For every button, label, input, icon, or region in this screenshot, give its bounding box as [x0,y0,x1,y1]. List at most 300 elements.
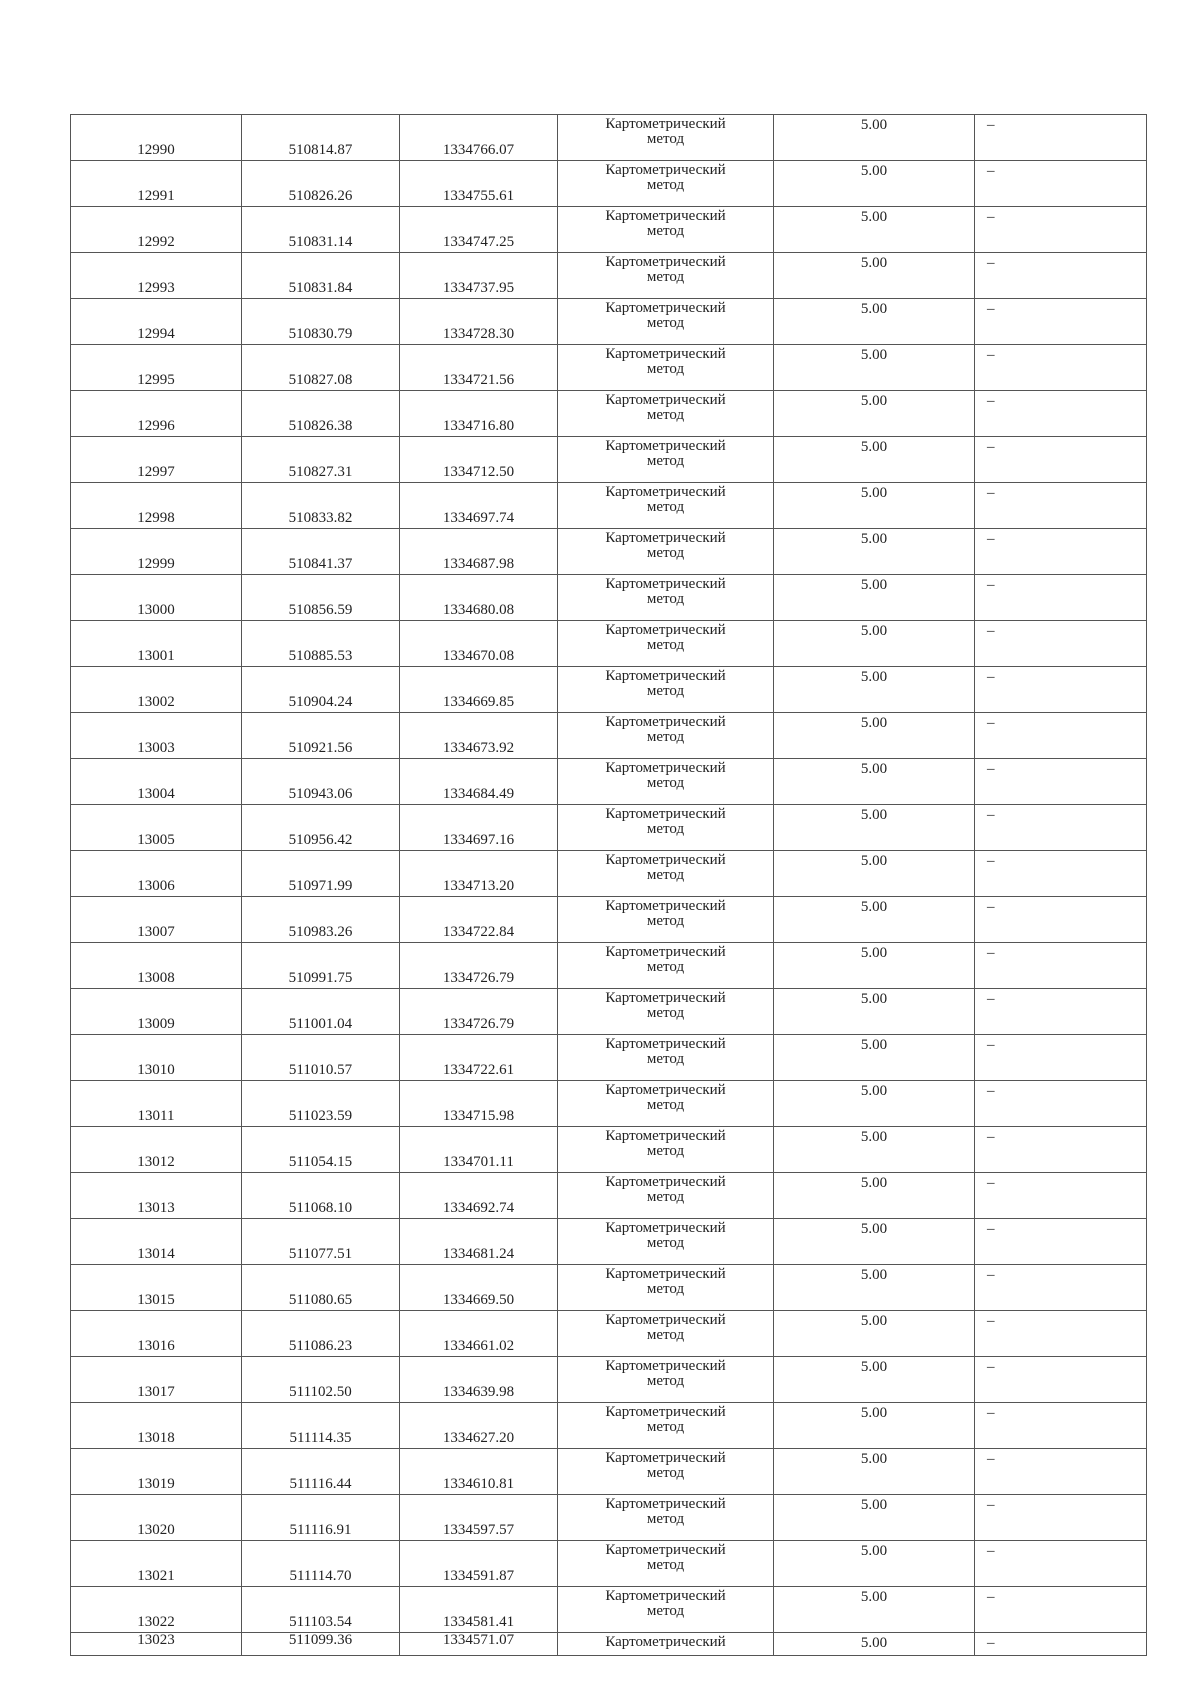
method-line1: Картометрический [605,1404,726,1420]
description-cell: – [975,483,1147,529]
description-cell: – [975,345,1147,391]
accuracy-cell: 5.00 [774,1449,975,1495]
table-row [71,1541,1147,1587]
description-cell: – [975,529,1147,575]
accuracy-cell: 5.00 [774,345,975,391]
method-line2: метод [646,407,685,423]
table-row [71,1633,1147,1656]
method-line1: Картометрический [605,990,726,1006]
table-row [71,391,1147,437]
y-coordinate-cell: 1334721.56 [400,345,558,391]
point-number-cell: 12997 [71,437,242,483]
table-row [71,621,1147,667]
method-line1: Картометрический [605,806,726,822]
table-row [71,345,1147,391]
method-line1: Картометрический [605,254,726,270]
method-cell [558,575,774,621]
accuracy-cell: 5.00 [774,1541,975,1587]
method-line1: Картометрический [605,1036,726,1052]
point-number-cell: 12993 [71,253,242,299]
method-cell [558,1219,774,1265]
y-coordinate-cell: 1334728.30 [400,299,558,345]
x-coordinate-cell: 510830.79 [242,299,400,345]
method-line1: Картометрический [605,208,726,224]
y-coordinate-cell: 1334737.95 [400,253,558,299]
y-coordinate-cell: 1334726.79 [400,943,558,989]
x-coordinate-cell: 510831.14 [242,207,400,253]
coordinates-table [70,114,1147,1656]
method-cell [558,1035,774,1081]
point-number-cell: 13005 [71,805,242,851]
method-line2: метод [646,1557,685,1573]
table-row [71,1495,1147,1541]
method-cell [558,1403,774,1449]
description-cell: – [975,1633,1147,1656]
method-cell [558,437,774,483]
method-cell [558,897,774,943]
method-line2: метод [646,821,685,837]
y-coordinate-cell: 1334726.79 [400,989,558,1035]
method-line2: метод [646,1465,685,1481]
method-cell [558,345,774,391]
table-row [71,1449,1147,1495]
point-number-cell: 13011 [71,1081,242,1127]
table-row [71,253,1147,299]
method-line2: метод [646,637,685,653]
accuracy-cell: 5.00 [774,1219,975,1265]
method-line1: Картометрический [605,1450,726,1466]
method-line1: Картометрический [605,162,726,178]
accuracy-cell: 5.00 [774,1173,975,1219]
method-line2: метод [646,1143,685,1159]
y-coordinate-cell: 1334697.74 [400,483,558,529]
method-cell [558,989,774,1035]
method-line1: Картометрический [605,1542,726,1558]
accuracy-cell: 5.00 [774,529,975,575]
method-cell [558,1449,774,1495]
accuracy-cell: 5.00 [774,391,975,437]
description-cell: – [975,1357,1147,1403]
method-line2: метод [646,499,685,515]
description-cell: – [975,759,1147,805]
y-coordinate-cell: 1334639.98 [400,1357,558,1403]
description-cell: – [975,1081,1147,1127]
accuracy-cell: 5.00 [774,1081,975,1127]
description-cell: – [975,1587,1147,1633]
y-coordinate-cell: 1334680.08 [400,575,558,621]
description-cell: – [975,1495,1147,1541]
method-cell [558,1541,774,1587]
x-coordinate-cell: 510841.37 [242,529,400,575]
x-coordinate-cell: 511068.10 [242,1173,400,1219]
point-number-cell: 13014 [71,1219,242,1265]
method-cell [558,713,774,759]
method-line2: метод [646,545,685,561]
y-coordinate-cell: 1334722.84 [400,897,558,943]
point-number-cell: 13003 [71,713,242,759]
accuracy-cell: 5.00 [774,805,975,851]
method-line1: Картометрический [605,944,726,960]
y-coordinate-cell: 1334591.87 [400,1541,558,1587]
accuracy-cell: 5.00 [774,1403,975,1449]
x-coordinate-cell: 510956.42 [242,805,400,851]
x-coordinate-cell: 510885.53 [242,621,400,667]
description-cell: – [975,1541,1147,1587]
table-row [71,1311,1147,1357]
method-line1: Картометрический [605,438,726,454]
method-cell [558,1265,774,1311]
accuracy-cell: 5.00 [774,115,975,161]
method-line2: метод [646,1327,685,1343]
x-coordinate-cell: 510983.26 [242,897,400,943]
description-cell: – [975,437,1147,483]
method-line2: метод [646,453,685,469]
method-line1: Картометрический [605,576,726,592]
method-line2: метод [646,1511,685,1527]
method-line1: Картометрический [605,1128,726,1144]
description-cell: – [975,1127,1147,1173]
accuracy-cell: 5.00 [774,299,975,345]
x-coordinate-cell: 511116.91 [242,1495,400,1541]
x-coordinate-cell: 510971.99 [242,851,400,897]
method-line1: Картометрический [605,1312,726,1328]
point-number-cell: 13004 [71,759,242,805]
description-cell: – [975,621,1147,667]
description-cell: – [975,1173,1147,1219]
description-cell: – [975,161,1147,207]
x-coordinate-cell: 510814.87 [242,115,400,161]
method-cell [558,529,774,575]
description-cell: – [975,1219,1147,1265]
method-line2: метод [646,1051,685,1067]
description-cell: – [975,943,1147,989]
x-coordinate-cell: 510921.56 [242,713,400,759]
table-row [71,115,1147,161]
y-coordinate-cell: 1334670.08 [400,621,558,667]
accuracy-cell: 5.00 [774,161,975,207]
table-row [71,1219,1147,1265]
accuracy-cell: 5.00 [774,851,975,897]
x-coordinate-cell: 511077.51 [242,1219,400,1265]
x-coordinate-cell: 511080.65 [242,1265,400,1311]
accuracy-cell: 5.00 [774,621,975,667]
accuracy-cell: 5.00 [774,437,975,483]
table-row [71,1265,1147,1311]
table-row [71,667,1147,713]
method-line2: метод [646,1235,685,1251]
method-cell [558,1633,774,1656]
accuracy-cell: 5.00 [774,713,975,759]
point-number-cell: 12999 [71,529,242,575]
method-line1: Картометрический [605,1634,726,1650]
point-number-cell: 13019 [71,1449,242,1495]
description-cell: – [975,207,1147,253]
x-coordinate-cell: 511086.23 [242,1311,400,1357]
point-number-cell: 12995 [71,345,242,391]
x-coordinate-cell: 510827.31 [242,437,400,483]
accuracy-cell: 5.00 [774,989,975,1035]
point-number-cell: 13012 [71,1127,242,1173]
coordinates-table-body [71,115,1147,1656]
accuracy-cell: 5.00 [774,759,975,805]
method-line1: Картометрический [605,1174,726,1190]
y-coordinate-cell: 1334712.50 [400,437,558,483]
point-number-cell: 13021 [71,1541,242,1587]
table-row [71,1081,1147,1127]
accuracy-cell: 5.00 [774,897,975,943]
x-coordinate-cell: 511114.70 [242,1541,400,1587]
point-number-cell: 13009 [71,989,242,1035]
description-cell: – [975,115,1147,161]
description-cell: – [975,299,1147,345]
accuracy-cell: 5.00 [774,253,975,299]
point-number-cell: 13000 [71,575,242,621]
method-line2: метод [646,1373,685,1389]
point-number-cell: 12998 [71,483,242,529]
table-row [71,1173,1147,1219]
x-coordinate-cell: 510904.24 [242,667,400,713]
x-coordinate-cell: 510991.75 [242,943,400,989]
point-number-cell: 13006 [71,851,242,897]
y-coordinate-cell: 1334716.80 [400,391,558,437]
table-row [71,943,1147,989]
y-coordinate-cell: 1334597.57 [400,1495,558,1541]
method-line1: Картометрический [605,392,726,408]
table-row [71,437,1147,483]
method-cell [558,483,774,529]
table-row [71,207,1147,253]
x-coordinate-cell: 510826.38 [242,391,400,437]
y-coordinate-cell: 1334722.61 [400,1035,558,1081]
table-row [71,805,1147,851]
method-cell [558,759,774,805]
description-cell: – [975,667,1147,713]
method-line1: Картометрический [605,1220,726,1236]
y-coordinate-cell: 1334627.20 [400,1403,558,1449]
y-coordinate-cell: 1334692.74 [400,1173,558,1219]
x-coordinate-cell: 510833.82 [242,483,400,529]
table-row [71,1127,1147,1173]
method-line1: Картометрический [605,484,726,500]
table-row [71,161,1147,207]
method-line2: метод [646,1419,685,1435]
method-line1: Картометрический [605,530,726,546]
y-coordinate-cell: 1334766.07 [400,115,558,161]
accuracy-cell: 5.00 [774,1265,975,1311]
point-number-cell: 13002 [71,667,242,713]
method-line1: Картометрический [605,1266,726,1282]
description-cell: – [975,575,1147,621]
point-number-cell: 13023 [71,1633,242,1656]
accuracy-cell: 5.00 [774,1127,975,1173]
point-number-cell: 12996 [71,391,242,437]
point-number-cell: 13008 [71,943,242,989]
table-row [71,713,1147,759]
method-line1: Картометрический [605,668,726,684]
method-cell [558,299,774,345]
method-line1: Картометрический [605,346,726,362]
method-line2: метод [646,1005,685,1021]
y-coordinate-cell: 1334669.50 [400,1265,558,1311]
method-line2: метод [646,591,685,607]
description-cell: – [975,989,1147,1035]
point-number-cell: 13020 [71,1495,242,1541]
x-coordinate-cell: 511054.15 [242,1127,400,1173]
method-line2: метод [646,683,685,699]
method-cell [558,1127,774,1173]
x-coordinate-cell: 511102.50 [242,1357,400,1403]
method-cell [558,391,774,437]
accuracy-cell: 5.00 [774,1587,975,1633]
point-number-cell: 12990 [71,115,242,161]
method-line1: Картометрический [605,852,726,868]
x-coordinate-cell: 510856.59 [242,575,400,621]
method-line1: Картометрический [605,1358,726,1374]
point-number-cell: 13007 [71,897,242,943]
method-line1: Картометрический [605,714,726,730]
accuracy-cell: 5.00 [774,1035,975,1081]
y-coordinate-cell: 1334697.16 [400,805,558,851]
method-line1: Картометрический [605,622,726,638]
method-line2: метод [646,775,685,791]
accuracy-cell: 5.00 [774,575,975,621]
table-row [71,851,1147,897]
method-cell [558,253,774,299]
y-coordinate-cell: 1334684.49 [400,759,558,805]
method-line2: метод [646,913,685,929]
y-coordinate-cell: 1334681.24 [400,1219,558,1265]
accuracy-cell: 5.00 [774,483,975,529]
x-coordinate-cell: 511116.44 [242,1449,400,1495]
table-row [71,299,1147,345]
point-number-cell: 13016 [71,1311,242,1357]
method-cell [558,161,774,207]
method-line1: Картометрический [605,760,726,776]
table-row [71,575,1147,621]
description-cell: – [975,1403,1147,1449]
accuracy-cell: 5.00 [774,943,975,989]
description-cell: – [975,805,1147,851]
description-cell: – [975,1449,1147,1495]
method-line2: метод [646,1281,685,1297]
method-cell [558,943,774,989]
method-cell [558,1495,774,1541]
x-coordinate-cell: 510943.06 [242,759,400,805]
table-row [71,1035,1147,1081]
point-number-cell: 12992 [71,207,242,253]
table-row [71,529,1147,575]
method-line2: метод [646,729,685,745]
x-coordinate-cell: 510831.84 [242,253,400,299]
method-cell [558,1081,774,1127]
method-line2: метод [646,131,685,147]
description-cell: – [975,1035,1147,1081]
method-cell [558,805,774,851]
y-coordinate-cell: 1334755.61 [400,161,558,207]
x-coordinate-cell: 511023.59 [242,1081,400,1127]
method-cell [558,1173,774,1219]
y-coordinate-cell: 1334581.41 [400,1587,558,1633]
y-coordinate-cell: 1334747.25 [400,207,558,253]
description-cell: – [975,391,1147,437]
x-coordinate-cell: 511103.54 [242,1587,400,1633]
y-coordinate-cell: 1334661.02 [400,1311,558,1357]
method-cell [558,115,774,161]
method-line2: метод [646,315,685,331]
accuracy-cell: 5.00 [774,667,975,713]
point-number-cell: 13001 [71,621,242,667]
method-cell [558,1587,774,1633]
point-number-cell: 13013 [71,1173,242,1219]
y-coordinate-cell: 1334673.92 [400,713,558,759]
y-coordinate-cell: 1334713.20 [400,851,558,897]
point-number-cell: 12991 [71,161,242,207]
table-row [71,1403,1147,1449]
method-line2: метод [646,959,685,975]
x-coordinate-cell: 510827.08 [242,345,400,391]
method-line1: Картометрический [605,1588,726,1604]
accuracy-cell: 5.00 [774,207,975,253]
table-row [71,989,1147,1035]
table-row [71,1357,1147,1403]
method-cell [558,1311,774,1357]
x-coordinate-cell: 510826.26 [242,161,400,207]
method-cell [558,621,774,667]
description-cell: – [975,1265,1147,1311]
x-coordinate-cell: 511114.35 [242,1403,400,1449]
table-row [71,759,1147,805]
y-coordinate-cell: 1334669.85 [400,667,558,713]
method-line1: Картометрический [605,1082,726,1098]
method-line1: Картометрический [605,116,726,132]
point-number-cell: 13017 [71,1357,242,1403]
method-line2: метод [646,867,685,883]
point-number-cell: 12994 [71,299,242,345]
method-line2: метод [646,361,685,377]
description-cell: – [975,1311,1147,1357]
accuracy-cell: 5.00 [774,1311,975,1357]
accuracy-cell: 5.00 [774,1495,975,1541]
description-cell: – [975,253,1147,299]
description-cell: – [975,851,1147,897]
x-coordinate-cell: 511099.36 [242,1633,400,1656]
point-number-cell: 13015 [71,1265,242,1311]
method-cell [558,207,774,253]
description-cell: – [975,713,1147,759]
method-line2: метод [646,269,685,285]
y-coordinate-cell: 1334715.98 [400,1081,558,1127]
x-coordinate-cell: 511001.04 [242,989,400,1035]
method-line2: метод [646,1603,685,1619]
point-number-cell: 13010 [71,1035,242,1081]
y-coordinate-cell: 1334687.98 [400,529,558,575]
accuracy-cell: 5.00 [774,1357,975,1403]
method-cell [558,1357,774,1403]
method-line2: метод [646,177,685,193]
method-line2: метод [646,223,685,239]
point-number-cell: 13022 [71,1587,242,1633]
y-coordinate-cell: 1334701.11 [400,1127,558,1173]
y-coordinate-cell: 1334571.07 [400,1633,558,1656]
x-coordinate-cell: 511010.57 [242,1035,400,1081]
method-cell [558,851,774,897]
accuracy-cell: 5.00 [774,1633,975,1656]
method-line1: Картометрический [605,898,726,914]
method-line2: метод [646,1097,685,1113]
table-row [71,1587,1147,1633]
table-row [71,897,1147,943]
method-line1: Картометрический [605,1496,726,1512]
